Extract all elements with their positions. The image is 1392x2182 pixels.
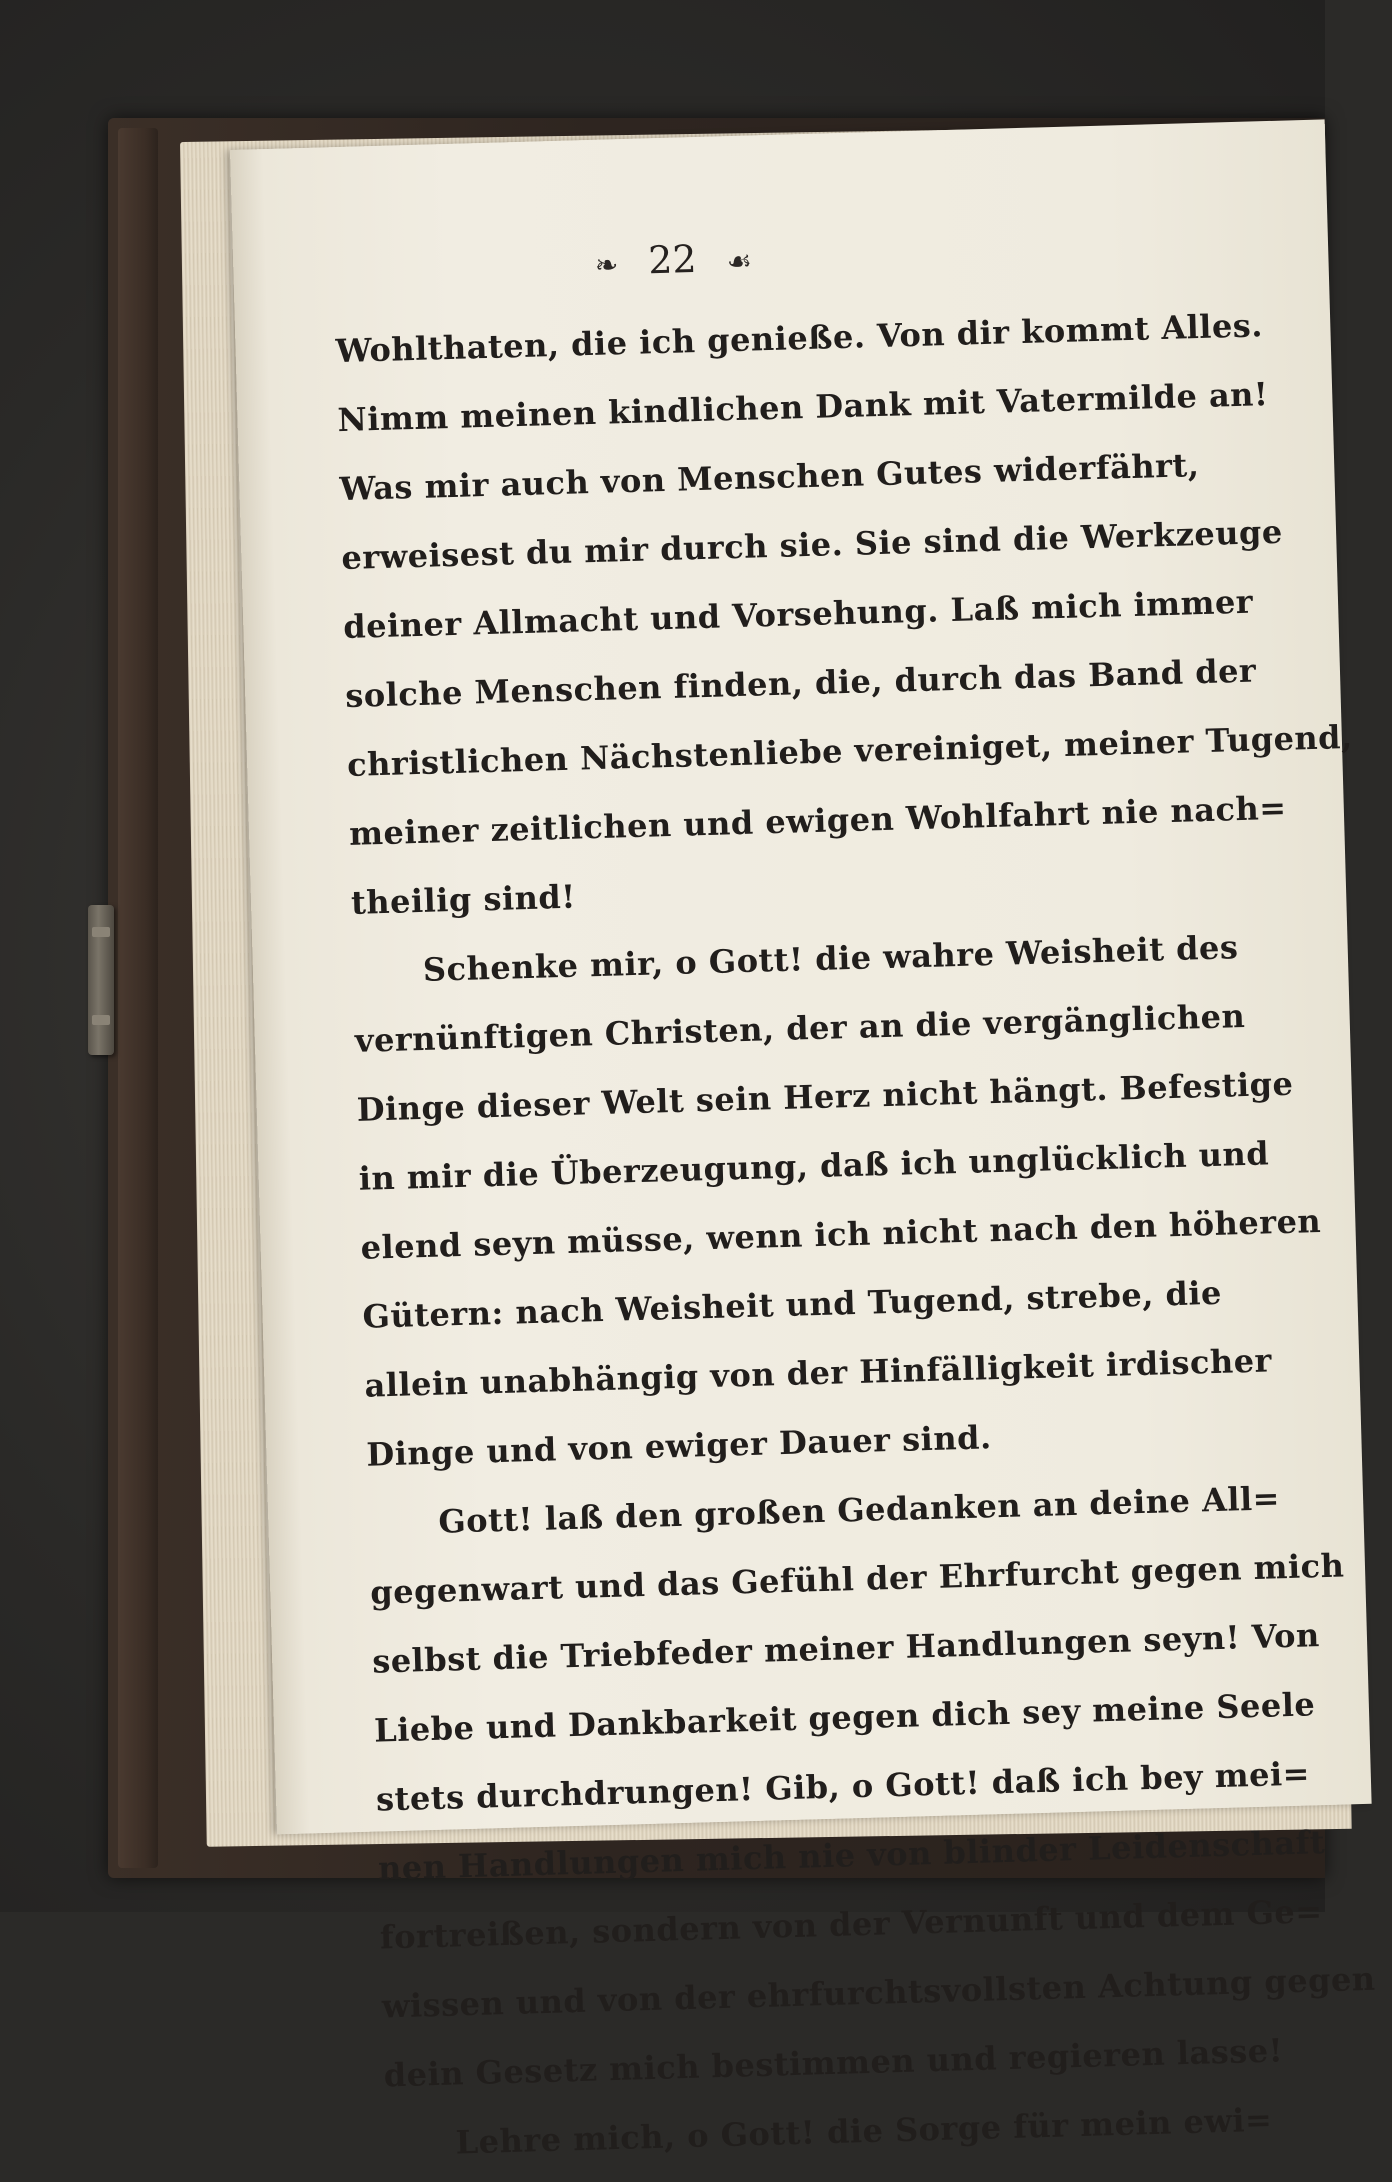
text-line: Gott! laß den großen Gedanken an deine All= (437, 1479, 1281, 1541)
text-line: Nimm meinen kindlichen Dank mit Vatermilde an! (337, 375, 1269, 440)
text-line: Dinge und von ewiger Dauer sind. (365, 1418, 993, 1474)
text-line: selbst die Triebfeder meiner Handlungen seyn! Von (371, 1616, 1321, 1681)
text-line: Liebe und Dankbarkeit gegen dich sey meine Seele (373, 1685, 1316, 1750)
text-line: Gütern: nach Weisheit und Tugend, strebe, die (362, 1273, 1223, 1336)
text-line: solche Menschen finden, die, durch das Band der (344, 651, 1257, 715)
text-line: dein Gesetz mich bestimmen und regieren lasse! (383, 2031, 1284, 2095)
text-line: theilig sind! (350, 877, 577, 922)
text-line: erweisest du mir durch sie. Sie sind die Werkzeuge (340, 512, 1284, 578)
text-line: nen Handlungen mich nie von blinder Leidenschaft (377, 1823, 1326, 1888)
text-line: deiner Allmacht und Vorsehung. Laß mich immer (342, 582, 1254, 647)
text-line: Dinge dieser Welt sein Herz nicht hängt. Befestige (356, 1064, 1294, 1129)
text-line: meiner zeitlichen und ewigen Wohlfahrt nie nach= (348, 788, 1287, 853)
page-header (233, 225, 1114, 294)
text-line: wissen und von der ehrfurchtsvollsten Achtung gegen (381, 1959, 1377, 2026)
text-line: Schenke mir, o Gott! die wahre Weisheit des (422, 928, 1239, 989)
book-clasp-icon (88, 905, 114, 1055)
text-line: elend seyn müsse, wenn ich nicht nach den höheren (360, 1201, 1322, 1267)
text-line: fortreißen, sondern von der Vernunft und dem Ge= (379, 1892, 1324, 1957)
text-line: allein unabhängig von der Hinfälligkeit irdischer (364, 1341, 1273, 1405)
text-line: Was mir auch von Menschen Gutes widerfährt, (338, 446, 1200, 509)
text-line: Wohlthaten, die ich genieße. Von dir kommt Alles. (335, 306, 1264, 371)
ornament-right-icon: ☙ (726, 244, 753, 279)
book-spine-edge (118, 128, 158, 1868)
ornament-left-icon: ❧ (594, 248, 619, 282)
page-number: 22 (647, 237, 698, 283)
book-page (230, 119, 1377, 2162)
text-line: gegenwart und das Gefühl der Ehrfurcht gegen mich (369, 1546, 1345, 1612)
body-text (335, 294, 1377, 2180)
text-line: in mir die Überzeugung, daß ich unglücklich und (358, 1134, 1270, 1198)
text-line: vernünftigen Christen, der an die vergänglichen (354, 997, 1246, 1060)
text-line: christlichen Nächstenliebe vereiniget, meiner Tugend, (346, 717, 1354, 784)
text-line: stets durchdrungen! Gib, o Gott! daß ich bey mei= (375, 1754, 1311, 1819)
text-line: Lehre mich, o Gott! die Sorge für mein ewi= (455, 2100, 1273, 2162)
